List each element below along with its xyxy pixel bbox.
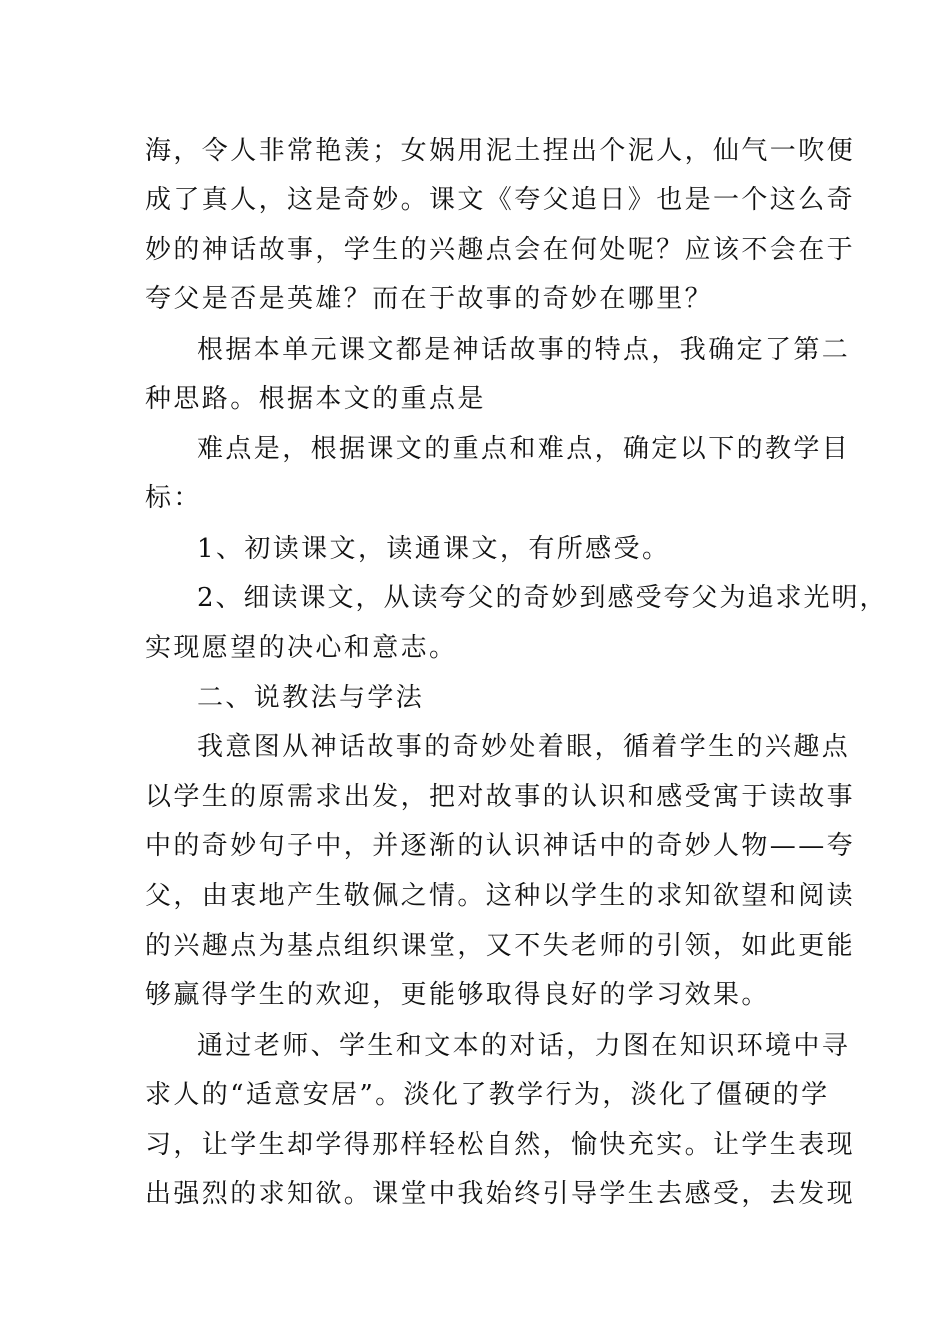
text-line-11: 实现愿望的决心和意志。 bbox=[145, 633, 458, 663]
text-line-10: 2、细读课文，从读夸父的奇妙到感受夸父为追求光明， bbox=[197, 583, 888, 613]
text-line-3: 妙的神话故事，学生的兴趣点会在何处呢？应该不会在于 bbox=[145, 235, 856, 265]
text-line-6: 种思路。根据本文的重点是 bbox=[145, 384, 486, 414]
text-line-18: 够赢得学生的欢迎，更能够取得良好的学习效果。 bbox=[145, 980, 770, 1010]
text-line-5: 根据本单元课文都是神话故事的特点，我确定了第二 bbox=[197, 335, 851, 365]
text-line-1: 海，令人非常艳羡；女娲用泥土捏出个泥人，仙气一吹便 bbox=[145, 136, 856, 166]
text-line-9: 1、初读课文，读通课文，有所感受。 bbox=[197, 534, 671, 564]
text-line-17: 的兴趣点为基点组织课堂，又不失老师的引领，如此更能 bbox=[145, 931, 856, 961]
text-line-20: 求人的“适意安居”。淡化了教学行为，淡化了僵硬的学 bbox=[145, 1080, 830, 1110]
text-line-2: 成了真人，这是奇妙。课文《夸父追日》也是一个这么奇 bbox=[145, 185, 856, 215]
text-line-16: 父，由衷地产生敬佩之情。这种以学生的求知欲望和阅读 bbox=[145, 881, 856, 911]
text-line-13: 我意图从神话故事的奇妙处着眼，循着学生的兴趣点 bbox=[197, 732, 851, 762]
text-line-19: 通过老师、学生和文本的对话，力图在知识环境中寻 bbox=[197, 1031, 851, 1061]
text-line-8: 标： bbox=[145, 483, 202, 513]
text-line-21: 习，让学生却学得那样轻松自然，愉快充实。让学生表现 bbox=[145, 1130, 856, 1160]
text-line-22: 出强烈的求知欲。课堂中我始终引导学生去感受，去发现 bbox=[145, 1179, 856, 1209]
text-line-7: 难点是，根据课文的重点和难点，确定以下的教学目 bbox=[197, 434, 851, 464]
text-line-15: 中的奇妙句子中，并逐渐的认识神话中的奇妙人物——夸 bbox=[145, 831, 856, 861]
text-line-4: 夸父是否是英雄？而在于故事的奇妙在哪里？ bbox=[145, 284, 714, 314]
text-line-14: 以学生的原需求出发，把对故事的认识和感受寓于读故事 bbox=[145, 782, 856, 812]
text-line-12: 二、说教法与学法 bbox=[197, 683, 425, 713]
